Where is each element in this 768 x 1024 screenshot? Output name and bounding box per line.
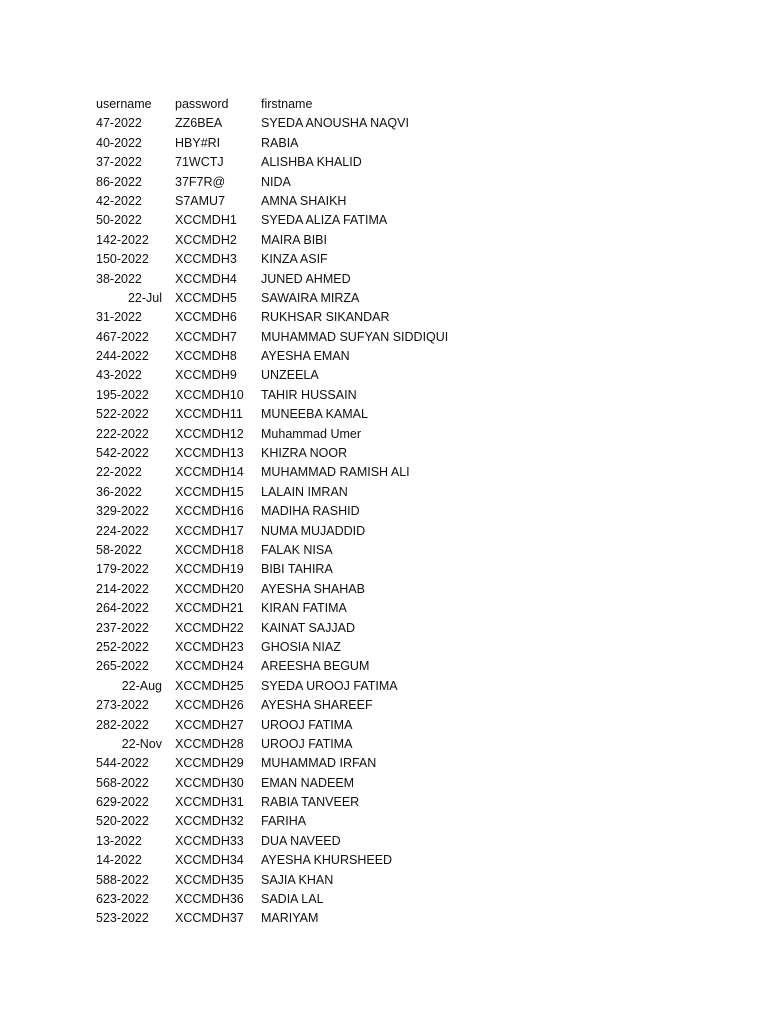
cell-password: XCCMDH2 <box>175 232 237 247</box>
cell-username: 520-2022 <box>96 814 149 829</box>
cell-username: 195-2022 <box>96 387 149 402</box>
table-row <box>0 173 768 192</box>
cell-username: 244-2022 <box>96 349 149 364</box>
cell-password: S7AMU7 <box>175 193 226 208</box>
cell-firstname: KINZA ASIF <box>261 252 328 267</box>
table-row <box>0 386 768 405</box>
table-row <box>0 696 768 715</box>
table-body <box>0 114 768 928</box>
cell-username: 568-2022 <box>96 775 149 790</box>
cell-password: XCCMDH29 <box>175 756 244 771</box>
cell-username: 222-2022 <box>96 426 149 441</box>
cell-username: 42-2022 <box>96 193 142 208</box>
cell-username: 273-2022 <box>96 698 149 713</box>
header-username: username <box>96 97 152 111</box>
table-row <box>0 677 768 696</box>
cell-firstname: AYESHA EMAN <box>261 349 350 364</box>
table-row <box>0 153 768 172</box>
cell-firstname: Muhammad Umer <box>261 426 362 441</box>
cell-username: 22-Aug <box>121 678 162 693</box>
table-row <box>0 638 768 657</box>
cell-firstname: MUHAMMAD IRFAN <box>261 756 377 771</box>
cell-password: XCCMDH17 <box>175 523 244 538</box>
cell-username: 542-2022 <box>96 446 149 461</box>
cell-password: XCCMDH24 <box>175 659 244 674</box>
table-row <box>0 657 768 676</box>
cell-firstname: SYEDA UROOJ FATIMA <box>261 678 398 693</box>
cell-password: XCCMDH25 <box>175 678 244 693</box>
cell-firstname: SAJIA KHAN <box>261 872 334 887</box>
cell-password: XCCMDH8 <box>175 349 237 364</box>
cell-firstname: AYESHA SHAHAB <box>261 581 365 596</box>
cell-password: XCCMDH21 <box>175 601 244 616</box>
cell-firstname: JUNED AHMED <box>261 271 351 286</box>
cell-password: 71WCTJ <box>175 155 224 170</box>
cell-password: XCCMDH27 <box>175 717 244 732</box>
cell-username: 588-2022 <box>96 872 149 887</box>
cell-password: XCCMDH12 <box>175 426 244 441</box>
table-row <box>0 909 768 928</box>
cell-firstname: BIBI TAHIRA <box>261 562 333 577</box>
cell-password: XCCMDH32 <box>175 814 244 829</box>
table-row <box>0 541 768 560</box>
cell-username: 179-2022 <box>96 562 149 577</box>
cell-password: XCCMDH1 <box>175 213 237 228</box>
table-row <box>0 231 768 250</box>
cell-username: 237-2022 <box>96 620 149 635</box>
cell-firstname: AREESHA BEGUM <box>261 659 370 674</box>
cell-username: 22-Jul <box>127 290 162 305</box>
table-row <box>0 308 768 327</box>
cell-username: 264-2022 <box>96 601 149 616</box>
table-row <box>0 134 768 153</box>
cell-password: XCCMDH28 <box>175 736 244 751</box>
cell-username: 467-2022 <box>96 329 149 344</box>
cell-username: 142-2022 <box>96 232 149 247</box>
cell-password: XCCMDH14 <box>175 465 244 480</box>
cell-username: 22-Nov <box>121 736 162 751</box>
cell-username: 36-2022 <box>96 484 142 499</box>
cell-username: 523-2022 <box>96 911 149 926</box>
cell-firstname: MUHAMMAD RAMISH ALI <box>261 465 410 480</box>
cell-password: XCCMDH33 <box>175 833 244 848</box>
cell-firstname: MARIYAM <box>261 911 319 926</box>
table-row <box>0 716 768 735</box>
cell-username: 43-2022 <box>96 368 142 383</box>
table-row <box>0 425 768 444</box>
cell-firstname: DUA NAVEED <box>261 833 341 848</box>
cell-firstname: RABIA <box>261 135 299 150</box>
table-row <box>0 270 768 289</box>
cell-firstname: KHIZRA NOOR <box>261 446 348 461</box>
cell-username: 623-2022 <box>96 892 149 907</box>
cell-username: 58-2022 <box>96 542 142 557</box>
cell-firstname: ALISHBA KHALID <box>261 155 362 170</box>
cell-username: 265-2022 <box>96 659 149 674</box>
table-row <box>0 619 768 638</box>
cell-firstname: UROOJ FATIMA <box>261 717 353 732</box>
cell-password: XCCMDH37 <box>175 911 244 926</box>
cell-username: 14-2022 <box>96 853 142 868</box>
cell-password: XCCMDH36 <box>175 892 244 907</box>
header-row <box>0 95 768 114</box>
cell-firstname: AYESHA KHURSHEED <box>261 853 393 868</box>
cell-firstname: UNZEELA <box>261 368 319 383</box>
spreadsheet-table <box>0 95 768 929</box>
table-row <box>0 890 768 909</box>
cell-firstname: MAIRA BIBI <box>261 232 327 247</box>
cell-firstname: EMAN NADEEM <box>261 775 355 790</box>
cell-username: 13-2022 <box>96 833 142 848</box>
cell-firstname: SADIA LAL <box>261 892 324 907</box>
cell-username: 629-2022 <box>96 795 149 810</box>
cell-firstname: FARIHA <box>261 814 307 829</box>
cell-password: XCCMDH18 <box>175 542 244 557</box>
cell-firstname: KAINAT SAJJAD <box>261 620 356 635</box>
cell-username: 282-2022 <box>96 717 149 732</box>
cell-firstname: AYESHA SHAREEF <box>261 698 373 713</box>
table-row <box>0 211 768 230</box>
cell-firstname: KIRAN FATIMA <box>261 601 347 616</box>
cell-password: XCCMDH13 <box>175 446 244 461</box>
cell-password: ZZ6BEA <box>175 116 223 131</box>
cell-username: 38-2022 <box>96 271 142 286</box>
table-row <box>0 754 768 773</box>
cell-password: XCCMDH10 <box>175 387 244 402</box>
table-row <box>0 347 768 366</box>
cell-password: XCCMDH19 <box>175 562 244 577</box>
cell-username: 31-2022 <box>96 310 142 325</box>
cell-password: XCCMDH30 <box>175 775 244 790</box>
cell-firstname: MUNEEBA KAMAL <box>261 407 368 422</box>
table-row <box>0 250 768 269</box>
table-row <box>0 522 768 541</box>
table-row <box>0 463 768 482</box>
cell-password: XCCMDH34 <box>175 853 244 868</box>
table-row <box>0 812 768 831</box>
cell-password: HBY#RI <box>175 135 221 150</box>
cell-password: XCCMDH5 <box>175 290 237 305</box>
cell-username: 50-2022 <box>96 213 142 228</box>
cell-username: 150-2022 <box>96 252 149 267</box>
cell-password: XCCMDH15 <box>175 484 244 499</box>
cell-firstname: RUKHSAR SIKANDAR <box>261 310 390 325</box>
table-row <box>0 599 768 618</box>
cell-firstname: SAWAIRA MIRZA <box>261 290 360 305</box>
table-row <box>0 871 768 890</box>
cell-password: XCCMDH11 <box>175 407 243 422</box>
table-row <box>0 483 768 502</box>
cell-firstname: NUMA MUJADDID <box>261 523 366 538</box>
cell-firstname: MUHAMMAD SUFYAN SIDDIQUI <box>261 329 449 344</box>
table-row <box>0 328 768 347</box>
table-row <box>0 832 768 851</box>
cell-password: 37F7R@ <box>175 174 226 189</box>
cell-username: 522-2022 <box>96 407 149 422</box>
cell-username: 37-2022 <box>96 155 142 170</box>
cell-username: 22-2022 <box>96 465 142 480</box>
table-row <box>0 405 768 424</box>
cell-password: XCCMDH20 <box>175 581 244 596</box>
table-row <box>0 851 768 870</box>
table-row <box>0 444 768 463</box>
table-row <box>0 580 768 599</box>
cell-firstname: SYEDA ALIZA FATIMA <box>261 213 388 228</box>
cell-password: XCCMDH16 <box>175 504 244 519</box>
cell-firstname: MADIHA RASHID <box>261 504 360 519</box>
cell-username: 47-2022 <box>96 116 142 131</box>
cell-password: XCCMDH35 <box>175 872 244 887</box>
cell-firstname: NIDA <box>261 174 291 189</box>
cell-username: 329-2022 <box>96 504 149 519</box>
cell-firstname: LALAIN IMRAN <box>261 484 348 499</box>
cell-password: XCCMDH3 <box>175 252 237 267</box>
table-row <box>0 289 768 308</box>
cell-username: 252-2022 <box>96 639 149 654</box>
cell-password: XCCMDH26 <box>175 698 244 713</box>
cell-username: 86-2022 <box>96 174 142 189</box>
cell-username: 40-2022 <box>96 135 142 150</box>
cell-username: 544-2022 <box>96 756 149 771</box>
table-row <box>0 774 768 793</box>
table-row <box>0 366 768 385</box>
header-firstname: firstname <box>261 97 313 111</box>
header-password: password <box>175 97 229 111</box>
cell-password: XCCMDH31 <box>175 795 244 810</box>
table-row <box>0 793 768 812</box>
cell-username: 224-2022 <box>96 523 149 538</box>
table-row <box>0 560 768 579</box>
cell-firstname: SYEDA ANOUSHA NAQVI <box>261 116 409 131</box>
cell-password: XCCMDH23 <box>175 639 244 654</box>
cell-firstname: RABIA TANVEER <box>261 795 360 810</box>
cell-password: XCCMDH22 <box>175 620 244 635</box>
cell-firstname: AMNA SHAIKH <box>261 193 347 208</box>
table-row <box>0 192 768 211</box>
cell-firstname: TAHIR HUSSAIN <box>261 387 357 402</box>
table-row <box>0 502 768 521</box>
cell-firstname: GHOSIA NIAZ <box>261 639 341 654</box>
cell-username: 214-2022 <box>96 581 149 596</box>
cell-password: XCCMDH7 <box>175 329 237 344</box>
table-row <box>0 114 768 133</box>
table-row <box>0 735 768 754</box>
cell-password: XCCMDH6 <box>175 310 237 325</box>
cell-firstname: FALAK NISA <box>261 542 333 557</box>
cell-firstname: UROOJ FATIMA <box>261 736 353 751</box>
cell-password: XCCMDH4 <box>175 271 237 286</box>
cell-password: XCCMDH9 <box>175 368 237 383</box>
